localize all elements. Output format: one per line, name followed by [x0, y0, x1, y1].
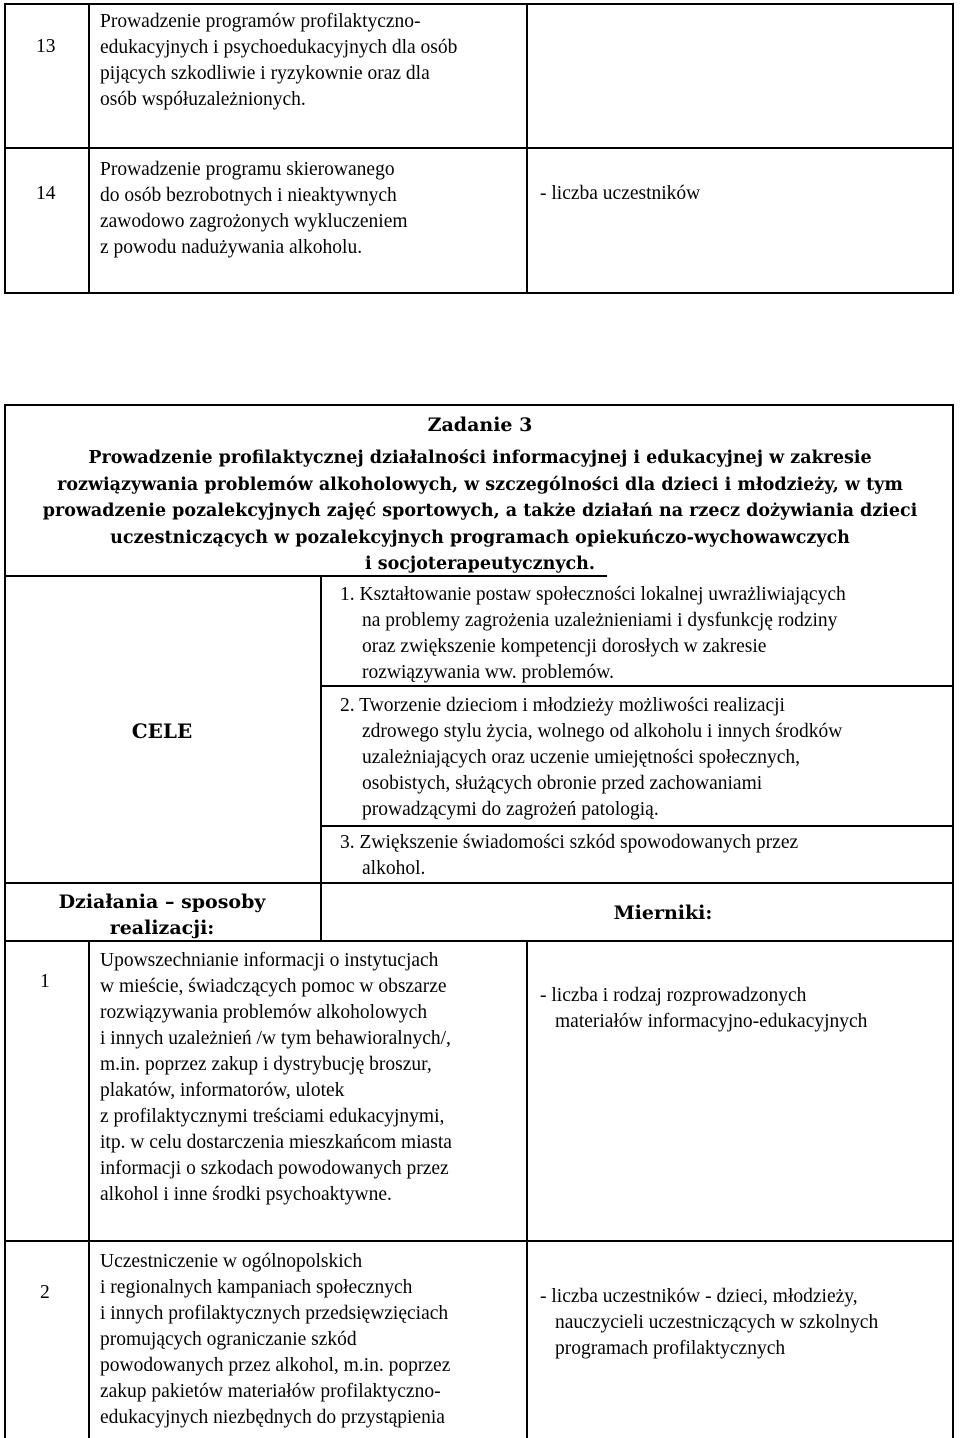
measure-text: - liczba uczestników - dzieci, młodzieży, nauczycieli uczestniczących w szkolnych programach profilaktycznych	[540, 1286, 879, 1359]
task-description: Prowadzenie programów profilaktyczno- edukacyjnych i psychoedukacyjnych dla osób pijących szkodliwie i ryzykownie oraz dla osób współuzależnionych.	[100, 11, 458, 110]
row-number: 14	[36, 183, 56, 204]
goals-label: CELE	[131, 719, 193, 743]
action-description: Upowszechnianie informacji o instytucjach w mieście, świadczących pomoc w obszarze rozwiązywania problemów alkoholowych i innych uzależnień /w tym behawioralnych/, m.in. poprzez zakup i dystrybucję broszur, plakatów, informatorów, ulotek z profilaktycznymi treściami edukacyjnymi, itp. w celu dostarczenia mieszkańcom miasta informacji o szkodach powodowanych przez alkohol i inne środki psychoaktywne.	[100, 950, 452, 1205]
row-number: 1	[40, 971, 50, 992]
goal-item: 3. Zwiększenie świadomości szkód spowodowanych przez alkohol.	[340, 832, 799, 879]
goal-item: 1. Kształtowanie postaw społeczności lokalnej uwrażliwiających na problemy zagrożenia uzależnieniami i dysfunkcję rodziny oraz zwiększenie kompetencji dorosłych w zakresie rozwiązywania ww. problemów.	[340, 584, 846, 683]
action-description: Uczestniczenie w ogólnopolskich i regionalnych kampaniach społecznych i innych profilaktycznych przedsięwzięciach promujących ograniczanie szkód powodowanych przez alkohol, m.in. poprzez zakup pakietów materiałów profilaktyczno- edukacyjnych niezbędnych do przystąpienia	[100, 1251, 451, 1428]
goal-item: 2. Tworzenie dzieciom i młodzieży możliwości realizacji zdrowego stylu życia, wolnego od alkoholu i innych środków uzależniających oraz uczenie umiejętności społecznych, osobistych, służących obronie przed zachowaniami prowadzącymi do zagrożeń patologią.	[340, 695, 843, 820]
section-title: Prowadzenie profilaktycznej działalności informacyjnej i edukacyjnej w zakresie rozwiązywania problemów alkoholowych, w szczególności dla dzieci i młodzieży, w tym prowadzenie pozalekcyjnych zajęć sportowych, a także działań na rzecz dożywiania dzieci uczestniczących w pozalekcyjnych programach opiekuńczo-wychowawczych i socjoterapeutycznych.	[42, 448, 918, 574]
measure-text: - liczba i rodzaj rozprowadzonych materiałów informacyjno-edukacyjnych	[540, 985, 868, 1032]
section-heading: Zadanie 3	[427, 414, 533, 436]
actions-column-header: Działania – sposoby realizacji:	[58, 891, 266, 939]
row-number: 2	[40, 1282, 50, 1303]
task-description: Prowadzenie programu skierowanego do osób bezrobotnych i nieaktywnych zawodowo zagrożonych wykluczeniem z powodu nadużywania alkoholu.	[100, 159, 408, 258]
measure-text: - liczba uczestników	[540, 183, 701, 204]
measures-column-header: Mierniki:	[613, 902, 713, 924]
row-number: 13	[36, 36, 56, 57]
